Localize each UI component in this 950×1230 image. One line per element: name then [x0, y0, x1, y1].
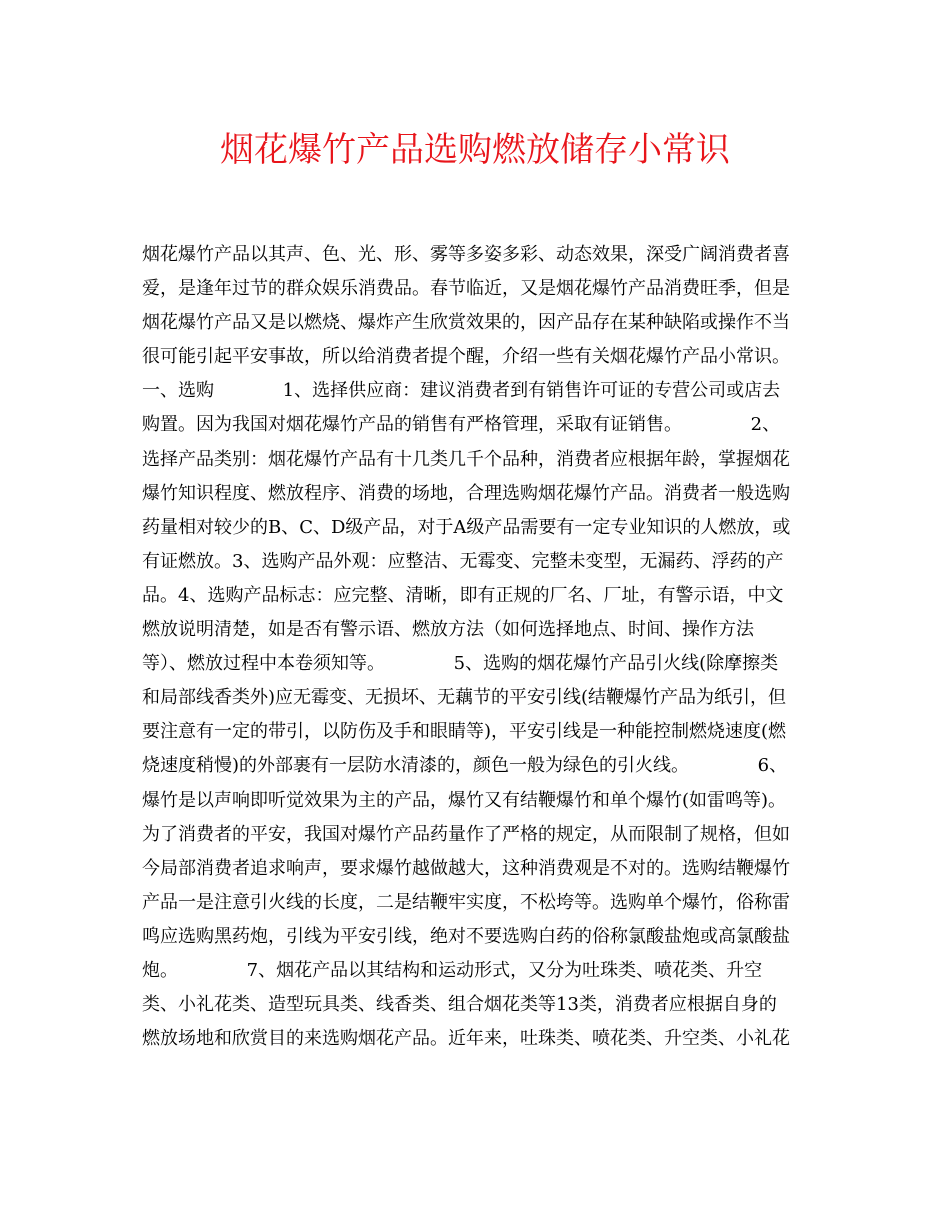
text-line: 爆竹知识程度、燃放程序、消费的场地，合理选购烟花爆竹产品。消费者一般选购 — [142, 482, 790, 504]
text-line: 今局部消费者追求响声，要求爆竹越做越大，这种消费观是不对的。选购结鞭爆竹 — [142, 857, 790, 879]
text-line: 爱，是逢年过节的群众娱乐消费品。春节临近，又是烟花爆竹产品消费旺季，但是 — [142, 278, 790, 300]
text-line: 炮。 7、烟花产品以其结构和运动形式，又分为吐珠类、喷花类、升空 — [142, 959, 763, 981]
text-line: 药量相对较少的B、C、D级产品，对于A级产品需要有一定专业知识的人燃放，或 — [142, 516, 791, 538]
body-text — [142, 238, 812, 1056]
text-line: 鸣应选购黑药炮，引线为平安引线，绝对不要选购白药的俗称氯酸盐炮或高氯酸盐 — [142, 925, 790, 947]
text-line: 购置。因为我国对烟花爆竹产品的销售有严格管理，采取有证销售。 2、 — [142, 414, 781, 436]
page-title: 烟花爆竹产品选购燃放储存小常识 — [220, 130, 730, 170]
text-line: 烟花爆竹产品又是以燃烧、爆炸产生欣赏效果的，因产品存在某种缺陷或操作不当 — [142, 312, 790, 334]
text-line: 爆竹是以声响即听觉效果为主的产品，爆竹又有结鞭爆竹和单个爆竹(如雷鸣等)。 — [142, 789, 787, 811]
text-line: 燃放说明清楚，如是否有警示语、燃放方法（如何选择地点、时间、操作方法 — [142, 619, 754, 641]
text-line: 选择产品类别：烟花爆竹产品有十几类几千个品种，消费者应根据年龄，掌握烟花 — [142, 448, 790, 470]
text-line: 烟花爆竹产品以其声、色、光、形、雾等多姿多彩、动态效果，深受广阔消费者喜 — [142, 244, 790, 265]
text-line: 一、选购 1、选择供应商：建议消费者到有销售许可证的专营公司或店去 — [142, 380, 781, 402]
text-line: 和局部线香类外)应无霉变、无损坏、无藕节的平安引线(结鞭爆竹产品为纸引，但 — [142, 687, 787, 709]
text-line: 烧速度稍慢)的外部裹有一层防水清漆的，颜色一般为绿色的引火线。 6、 — [142, 755, 788, 777]
text-line: 燃放场地和欣赏目的来选购烟花产品。近年来，吐珠类、喷花类、升空类、小礼花 — [142, 1028, 790, 1050]
text-line: 类、小礼花类、造型玩具类、线香类、组合烟花类等13类，消费者应根据自身的 — [142, 994, 777, 1016]
text-line: 为了消费者的平安，我国对爆竹产品药量作了严格的规定，从而限制了规格，但如 — [142, 823, 790, 845]
text-line: 很可能引起平安事故，所以给消费者提个醒，介绍一些有关烟花爆竹产品小常识。 — [142, 346, 790, 368]
text-line: 要注意有一定的带引，以防伤及手和眼睛等)，平安引线是一种能控制燃烧速度(燃 — [142, 721, 787, 743]
text-line: 产品一是注意引火线的长度，二是结鞭牢实度，不松垮等。选购单个爆竹，俗称雷 — [142, 891, 790, 913]
text-line: 等）、燃放过程中本卷须知等。 5、选购的烟花爆竹产品引火线(除摩擦类 — [142, 653, 779, 675]
text-line: 有证燃放。3、选购产品外观：应整洁、无霉变、完整未变型，无漏药、浮药的产 — [142, 550, 784, 572]
text-line: 品。4、选购产品标志：应完整、清晰，即有正规的厂名、厂址，有警示语，中文 — [142, 584, 784, 606]
